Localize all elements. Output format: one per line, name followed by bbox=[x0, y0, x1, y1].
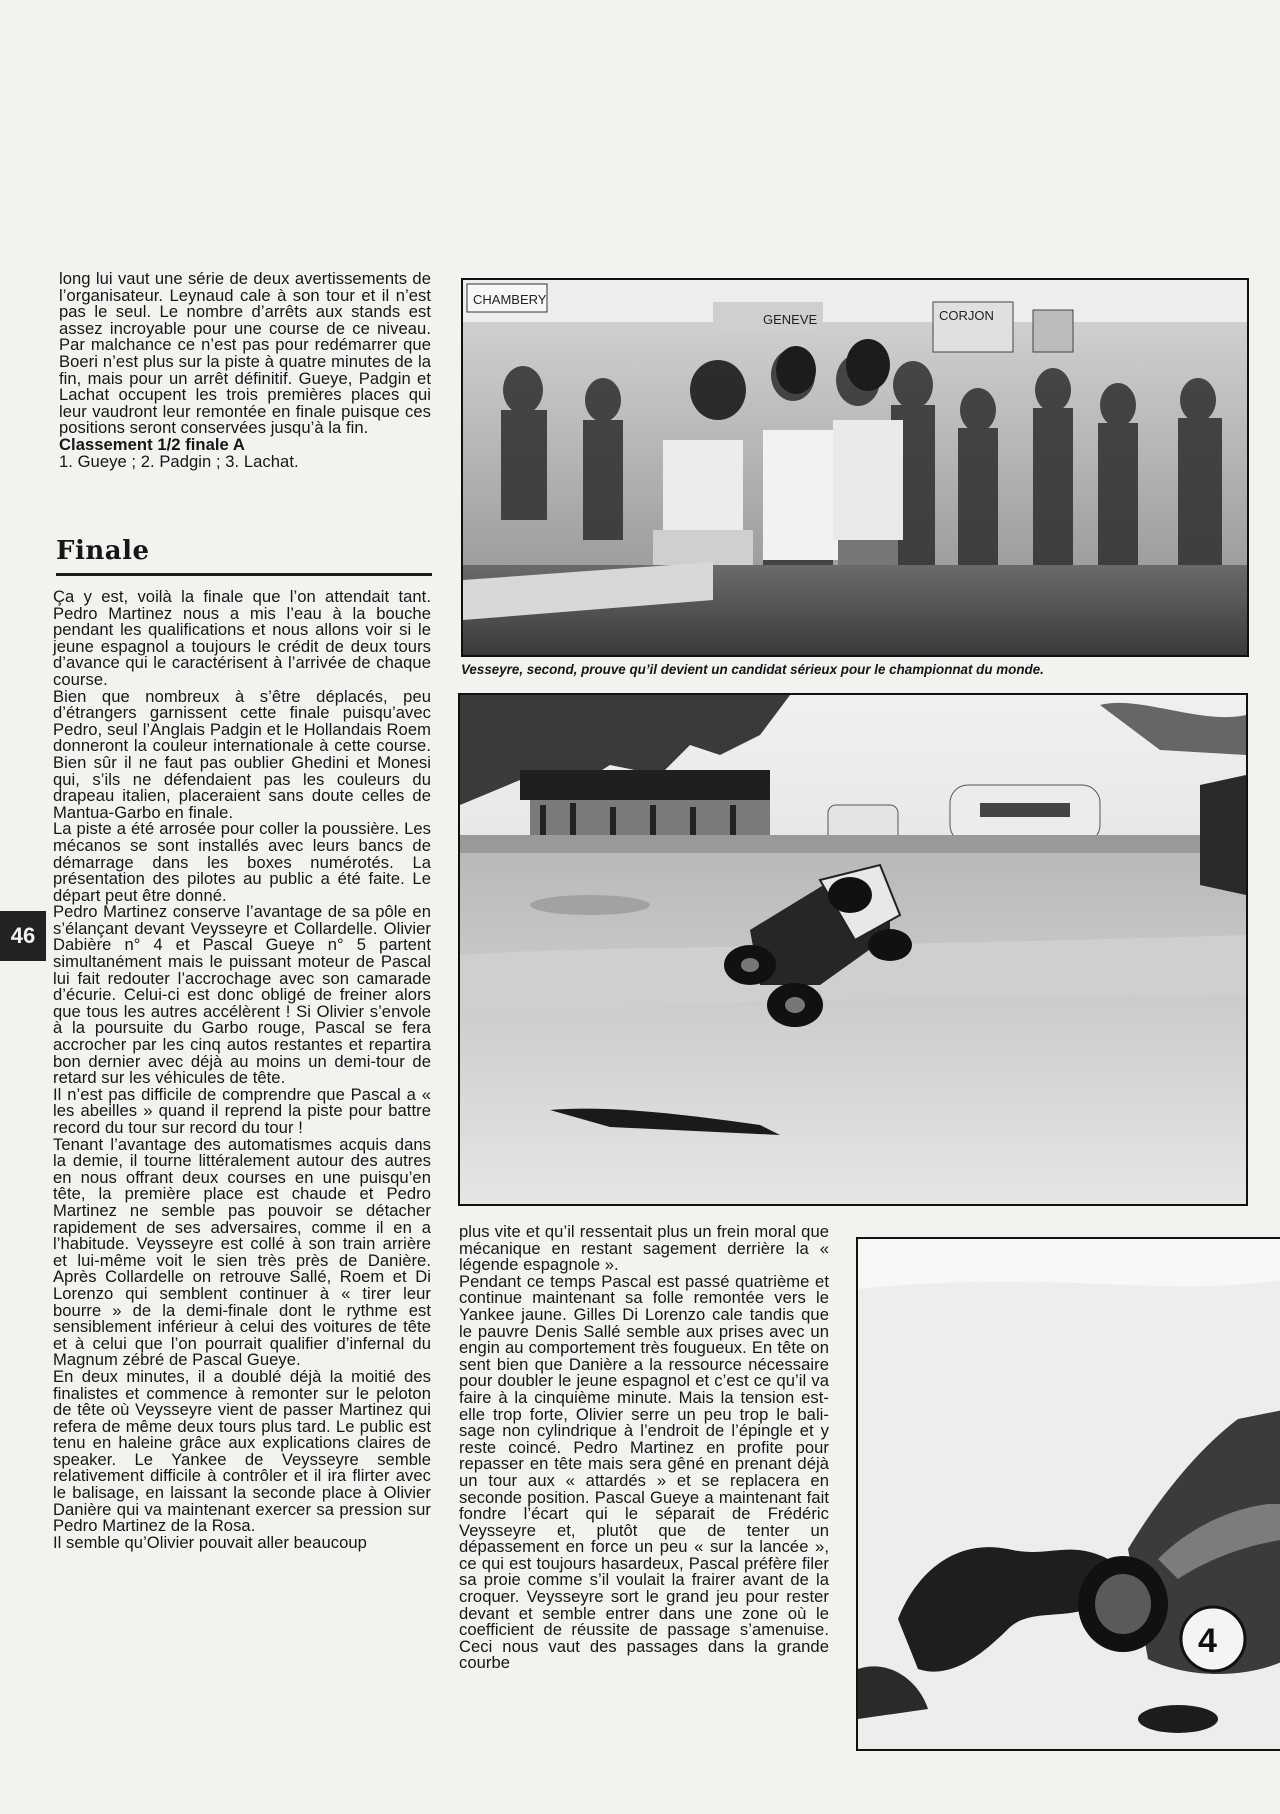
section-title: Finale bbox=[56, 536, 150, 566]
photo-caption: Vesseyre, second, prouve qu’il devient un candidat sérieux pour le championnat du monde. bbox=[461, 662, 1044, 677]
column-2-article bbox=[459, 1224, 829, 1672]
article-paragraph: Il semble qu’Olivier pouvait aller beaucoup bbox=[53, 1532, 367, 1552]
podium-photo bbox=[461, 278, 1249, 657]
article-paragraph: Ça y est, voilà la finale que l’on attendait tant. Pedro Martinez nous a mis l’eau à la bouche pendant les qualifications et nous allons voir si le jeune espagnol a toujours le crédit de deux tours d’avance qui le caractérisent à l’arrivée de chaque course. bbox=[53, 587, 431, 689]
column-1-intro bbox=[59, 271, 431, 470]
article-paragraph: plus vite et qu’il ressentait plus un frein moral que mécanique en restant sagement derrière la « légende espagnole ». bbox=[459, 1222, 829, 1275]
article-paragraph: Pendant ce temps Pascal est passé quatrième et continue maintenant sa folle remontée vers le Yankee jaune. Gilles Di Lorenzo cale tandis que le pauvre Denis Sallé semble aux prises avec un engin au comportement très fougueux. En tête on sent bien que Danière a la ressource nécessaire pour doubler le jeune espagnol et c’est ce qu’il va faire à la cinquième minute. Mais la tension est-elle trop forte, Olivier serre un peu trop le bali-sage non cylindrique à l’endroit de l’épingle et y reste coincé. Pedro Martinez en profite pour repasser en tête mais sera gêné en prenant déjà un tour aux « attardés » et se replacera en seconde position. Pascal Gueye a maintenant fait fondre l’écart qui le séparait de Frédéric Veysseyre et, plutôt que de tenter un dépassement en force un peu « sur la lancée », ce qui est toujours hasardeux, Pascal préfère filer sa proie comme s’il voulait la frairer avant de la croquer. Veysseyre sort le grand jeu pour rester devant et semble entrer dans une zone où le coefficient de réussite de passage s’amenuise. Ceci nous vaut des passages dans la grande courbe bbox=[459, 1271, 829, 1673]
section-divider bbox=[56, 573, 432, 576]
page-number: 46 bbox=[0, 911, 46, 961]
article-paragraph: Bien que nombreux à s’être déplacés, peu d’étrangers garnissent cette finale puisqu’avec Pedro, seul l’Anglais Padgin et le Hollandais Roem donneront la couleur internationale à cette course. Bien sûr il ne faut pas oublier Ghedini et Monesi qui, s’ils ne défendaient pas les couleurs du drapeau italien, placeraient sans doute celles de Mantua-Garbo en finale. bbox=[53, 686, 431, 822]
sign-geneve: GENEVE bbox=[763, 312, 818, 327]
sign-corjon: CORJON bbox=[939, 308, 994, 323]
race-car-jump-photo bbox=[458, 693, 1248, 1206]
sign-chambery: CHAMBERY bbox=[473, 292, 547, 307]
classement-text: 1. Gueye ; 2. Padgin ; 3. Lachat. bbox=[59, 451, 299, 471]
article-paragraph: La piste a été arrosée pour coller la poussière. Les mécanos se sont installés avec leurs bancs de démarrage dans les boxes numérotés. La présentation des pilotes au public a été faite. Le départ peut être donné. bbox=[53, 819, 431, 905]
column-1-article bbox=[53, 589, 431, 1551]
article-paragraph: Pedro Martinez conserve l’avantage de sa pôle en s’élançant devant Veysseyre et Collardelle. Olivier Dabière n° 4 et Pascal Gueye n° 5 partent simultanément mais le puissant moteur de Pascal lui fait redouter l’accrochage avec son camarade d’écurie. Celui-ci est donc obligé de freiner alors que tous les autres accélèrent ! Si Olivier s’envole à la poursuite du Garbo rouge, Pascal se fera accrocher par les cinq autos restantes et repartira bon dernier avec déjà au moins un demi-tour de retard sur les véhicules de tête. bbox=[53, 902, 431, 1088]
article-paragraph: Tenant l’avantage des automatismes acquis dans la demie, il tourne littéralement autour des autres en nous offrant deux courses en une puisqu’en tête, la première place est chaude et Pedro Martinez ne semble pas pouvoir se détacher rapidement de ses adversaires, comme il en a l’habitude. Veysseyre est collé à son train arrière et lui-même voit le sien très près de Danière. Après Collardelle on retrouve Sallé, Roem et Di Lorenzo qui semblent continuer à « tirer leur bourre » de la demi-finale dont le rythme est sensiblement inférieur à celui des voitures de tête et à celui que l’on pourrait qualifier d’infernal du Magnum zébré de Pascal Gueye. bbox=[53, 1134, 431, 1370]
classement-heading: Classement 1/2 finale A bbox=[59, 434, 245, 454]
article-paragraph: Il n’est pas difficile de comprendre que Pascal a « les abeilles » quand il reprend la piste pour battre record du tour sur record du tour ! bbox=[53, 1084, 431, 1137]
car-number: 4 bbox=[1198, 1622, 1217, 1660]
car-number-4-photo bbox=[856, 1237, 1280, 1751]
article-paragraph: En deux minutes, il a doublé déjà la moitié des finalistes et commence à remonter sur le peloton de tête où Veysseyre vient de passer Martinez qui refera de même deux tours plus tard. Le public est tenu en haleine grâce aux explications claires de speaker. Le Yankee de Veysseyre semble relativement difficile à contrôler et il ira flirter avec le balisage, en laissant la seconde place à Olivier Danière qui va maintenant exercer sa pression sur Pedro Martinez de la Rosa. bbox=[53, 1366, 431, 1536]
intro-paragraph: long lui vaut une série de deux avertissements de l’organisateur. Leynaud cale à son tour et il n’est pas le seul. Le nombre d’arrêts aux stands est assez incroyable pour une course de ce niveau. Par malchance ce n’est pas pour redémarrer que Boeri n’est plus sur la piste à quatre minutes de la fin, mais pour un arrêt définitif. Gueye, Padgin et Lachat occupent les trois premières places qui leur vaudront leur remontée en finale puisque ces positions seront conservées jusqu’à la fin. bbox=[59, 269, 431, 438]
